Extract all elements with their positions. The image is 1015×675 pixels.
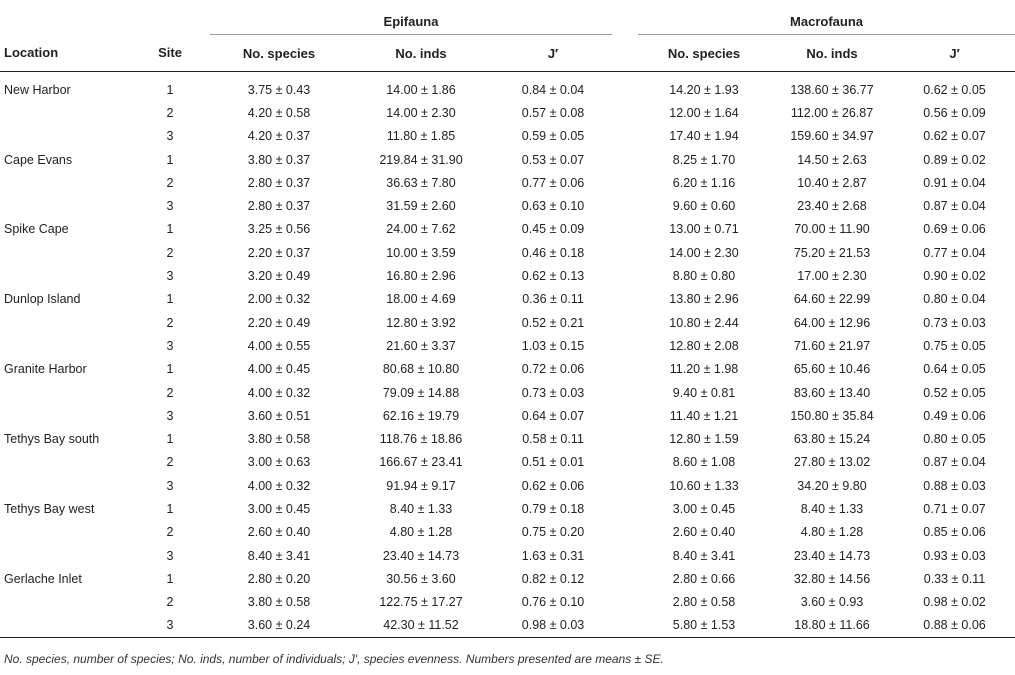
ma-j-cell: 0.69 ± 0.06 [923, 222, 986, 237]
ep-j-cell: 0.73 ± 0.03 [521, 385, 585, 400]
table-row [0, 497, 1015, 520]
site-cell: 3 [166, 338, 174, 353]
site-cell: 2 [166, 595, 174, 610]
spacer-cell [612, 125, 638, 148]
spacer-cell [612, 72, 638, 102]
site-cell: 2 [166, 385, 174, 400]
ma-j-cell: 0.91 ± 0.04 [923, 175, 986, 190]
site-cell: 3 [166, 408, 174, 423]
ep-no-inds-cell: 42.30 ± 11.52 [348, 614, 494, 638]
location-cell [0, 334, 130, 357]
location-cell [0, 451, 130, 474]
site-cell: 1 [166, 362, 174, 377]
table-row [0, 474, 1015, 497]
ma-no-inds-cell: 27.80 ± 13.02 [793, 455, 871, 470]
location-cell: Spike Cape [4, 222, 69, 237]
spacer-cell [612, 101, 638, 124]
table-row [0, 381, 1015, 404]
ep-no-inds-cell: 166.67 ± 23.41 [379, 455, 463, 470]
ma-no-inds-cell: 8.40 ± 1.33 [800, 501, 864, 516]
ma-j-cell: 0.80 ± 0.04 [923, 292, 986, 307]
spacer-cell [612, 567, 638, 590]
table-header [0, 8, 1015, 72]
ma-no-inds-header: No. inds [770, 35, 894, 72]
ep-no-inds-cell: 8.40 ± 1.33 [389, 501, 453, 516]
epifauna-header: Epifauna [210, 8, 612, 35]
ma-no-species-cell: 12.80 ± 1.59 [669, 432, 739, 447]
location-cell: Dunlop Island [4, 292, 81, 307]
ep-no-inds-cell: 4.80 ± 1.28 [389, 525, 453, 540]
location-cell [0, 474, 130, 497]
ma-j-cell: 0.88 ± 0.06 [894, 614, 1015, 638]
ep-no-inds-cell: 23.40 ± 14.73 [382, 548, 460, 563]
site-cell: 3 [166, 199, 174, 214]
spacer-cell [612, 171, 638, 194]
ma-j-cell: 0.64 ± 0.05 [923, 362, 986, 377]
table-row [0, 311, 1015, 334]
ma-no-species-cell: 5.80 ± 1.53 [638, 614, 770, 638]
ep-no-species-cell: 3.00 ± 0.63 [247, 455, 311, 470]
ep-no-species-cell: 2.80 ± 0.37 [247, 199, 311, 214]
footnote: No. species, number of species; No. inds, number of individuals; J′, species evenness. Numbers presented are means ± SE. [4, 652, 664, 666]
table-row [0, 404, 1015, 427]
ma-no-species-cell: 11.20 ± 1.98 [669, 362, 739, 377]
ma-no-inds-cell: 4.80 ± 1.28 [800, 525, 864, 540]
ep-no-inds-cell: 31.59 ± 2.60 [386, 199, 456, 214]
table-row [0, 521, 1015, 544]
location-cell [0, 171, 130, 194]
location-cell [0, 381, 130, 404]
spacer-cell [612, 311, 638, 334]
ep-no-inds-cell: 118.76 ± 18.86 [379, 432, 463, 447]
site-cell: 2 [166, 175, 174, 190]
ep-no-inds-cell: 62.16 ± 19.79 [382, 408, 460, 423]
ep-no-species-cell: 2.80 ± 0.20 [247, 571, 311, 586]
location-cell: Tethys Bay west [4, 501, 95, 516]
ep-no-species-cell: 4.00 ± 0.55 [247, 338, 311, 353]
ma-no-inds-cell: 64.60 ± 22.99 [793, 292, 871, 307]
site-cell: 3 [166, 129, 174, 144]
ep-no-species-cell: 2.20 ± 0.49 [247, 315, 311, 330]
ep-no-inds-cell: 14.00 ± 2.30 [386, 105, 456, 120]
ep-j-cell: 0.63 ± 0.10 [521, 199, 585, 214]
ep-no-species-cell: 3.60 ± 0.51 [247, 408, 311, 423]
ep-no-species-cell: 3.75 ± 0.43 [247, 82, 311, 97]
ep-no-species-cell: 4.20 ± 0.37 [247, 129, 311, 144]
ep-no-species-cell: 8.40 ± 3.41 [247, 548, 311, 563]
ma-j-cell: 0.33 ± 0.11 [923, 571, 986, 586]
site-cell: 3 [166, 269, 174, 284]
ma-j-cell: 0.52 ± 0.05 [923, 385, 986, 400]
spacer-cell [612, 358, 638, 381]
spacer-cell [612, 521, 638, 544]
ep-j-cell: 0.76 ± 0.10 [521, 595, 585, 610]
table-row [0, 101, 1015, 124]
ep-j-cell: 0.72 ± 0.06 [521, 362, 585, 377]
location-cell [0, 241, 130, 264]
ma-no-inds-cell: 150.80 ± 35.84 [790, 408, 874, 423]
ep-no-species-cell: 3.80 ± 0.58 [247, 432, 311, 447]
table-row [0, 194, 1015, 217]
table-row [0, 264, 1015, 287]
spacer-cell [612, 591, 638, 614]
ep-j-cell: 0.64 ± 0.07 [521, 408, 585, 423]
ep-j-cell: 0.98 ± 0.03 [494, 614, 612, 638]
ma-no-inds-cell: 63.80 ± 15.24 [793, 432, 871, 447]
ep-no-species-cell: 2.20 ± 0.37 [247, 245, 311, 260]
ma-no-species-cell: 12.00 ± 1.64 [669, 105, 739, 120]
ma-no-species-cell: 2.60 ± 0.40 [672, 525, 736, 540]
ep-no-inds-cell: 30.56 ± 3.60 [386, 571, 456, 586]
ep-no-species-cell: 4.00 ± 0.32 [247, 478, 311, 493]
ep-j-cell: 0.84 ± 0.04 [521, 82, 585, 97]
ma-no-inds-cell: 64.00 ± 12.96 [793, 315, 871, 330]
site-cell: 3 [130, 614, 210, 638]
ma-no-species-cell: 8.40 ± 3.41 [672, 548, 736, 563]
ma-j-cell: 0.90 ± 0.02 [923, 269, 986, 284]
ep-j-cell: 0.57 ± 0.08 [521, 105, 585, 120]
ep-no-inds-cell: 80.68 ± 10.80 [382, 362, 460, 377]
ma-no-species-cell: 14.20 ± 1.93 [669, 82, 739, 97]
site-cell: 2 [166, 105, 174, 120]
spacer-cell [612, 334, 638, 357]
ma-no-species-cell: 3.00 ± 0.45 [672, 501, 736, 516]
data-table [0, 8, 1015, 638]
location-cell [0, 614, 130, 638]
ma-no-inds-cell: 10.40 ± 2.87 [797, 175, 867, 190]
ep-j-cell: 0.82 ± 0.12 [521, 571, 585, 586]
ma-no-inds-cell: 18.80 ± 11.66 [770, 614, 894, 638]
spacer-cell [612, 451, 638, 474]
ma-no-species-cell: 12.80 ± 2.08 [669, 338, 739, 353]
ep-no-species-cell: 3.20 ± 0.49 [247, 269, 311, 284]
spacer-cell [612, 288, 638, 311]
site-cell: 1 [166, 292, 174, 307]
ep-j-cell: 0.59 ± 0.05 [521, 129, 585, 144]
ep-j-cell: 1.03 ± 0.15 [521, 338, 585, 353]
ma-no-species-cell: 17.40 ± 1.94 [669, 129, 739, 144]
ma-no-inds-cell: 32.80 ± 14.56 [793, 571, 871, 586]
ep-j-cell: 0.77 ± 0.06 [521, 175, 585, 190]
ep-no-inds-cell: 18.00 ± 4.69 [386, 292, 456, 307]
table-row [0, 334, 1015, 357]
table-row [0, 125, 1015, 148]
ma-j-cell: 0.85 ± 0.06 [923, 525, 986, 540]
site-header: Site [130, 35, 210, 72]
location-cell: Granite Harbor [4, 362, 87, 377]
ep-j-cell: 0.36 ± 0.11 [522, 292, 584, 307]
table-row [0, 567, 1015, 590]
ep-no-inds-cell: 11.80 ± 1.85 [386, 129, 456, 144]
ep-j-cell: 1.63 ± 0.31 [521, 548, 585, 563]
ma-j-cell: 0.89 ± 0.02 [923, 152, 986, 167]
spacer-cell [612, 544, 638, 567]
location-cell [0, 194, 130, 217]
ma-no-species-cell: 8.60 ± 1.08 [672, 455, 736, 470]
ma-j-header: J′ [894, 35, 1015, 72]
ma-j-cell: 0.88 ± 0.03 [923, 478, 986, 493]
site-cell: 2 [166, 315, 174, 330]
macrofauna-header: Macrofauna [638, 8, 1015, 35]
site-cell: 1 [166, 152, 174, 167]
ep-no-inds-header: No. inds [348, 35, 494, 72]
ep-no-species-cell: 3.25 ± 0.56 [247, 222, 311, 237]
table-body [0, 72, 1015, 638]
ma-no-inds-cell: 65.60 ± 10.46 [793, 362, 871, 377]
ep-no-inds-cell: 122.75 ± 17.27 [379, 595, 463, 610]
site-cell: 1 [166, 571, 174, 586]
ep-no-species-header: No. species [210, 35, 348, 72]
ep-no-species-cell: 3.80 ± 0.37 [247, 152, 311, 167]
ma-no-species-cell: 2.80 ± 0.66 [672, 571, 736, 586]
spacer-cell [612, 264, 638, 287]
table-row [0, 591, 1015, 614]
site-cell: 1 [166, 432, 174, 447]
ep-no-species-cell: 3.00 ± 0.45 [247, 501, 311, 516]
ep-j-cell: 0.79 ± 0.18 [521, 501, 585, 516]
ma-j-cell: 0.87 ± 0.04 [923, 455, 986, 470]
ep-j-cell: 0.52 ± 0.21 [521, 315, 585, 330]
location-cell [0, 125, 130, 148]
ep-j-cell: 0.58 ± 0.11 [522, 432, 584, 447]
ep-j-cell: 0.62 ± 0.13 [521, 269, 585, 284]
ma-no-inds-cell: 14.50 ± 2.63 [797, 152, 867, 167]
ep-no-species-cell: 2.80 ± 0.37 [247, 175, 311, 190]
ep-j-cell: 0.51 ± 0.01 [521, 455, 585, 470]
ep-no-inds-cell: 219.84 ± 31.90 [379, 152, 463, 167]
ma-j-cell: 0.62 ± 0.05 [923, 82, 986, 97]
ma-no-species-cell: 13.80 ± 2.96 [669, 292, 739, 307]
ep-no-inds-cell: 79.09 ± 14.88 [382, 385, 460, 400]
ma-no-species-cell: 13.00 ± 0.71 [669, 222, 739, 237]
site-cell: 2 [166, 245, 174, 260]
ma-no-inds-cell: 138.60 ± 36.77 [790, 82, 874, 97]
site-cell: 2 [166, 455, 174, 470]
table-row [0, 148, 1015, 171]
ep-no-species-cell: 2.60 ± 0.40 [247, 525, 311, 540]
location-cell [0, 521, 130, 544]
location-cell: New Harbor [4, 82, 71, 97]
site-cell: 3 [166, 478, 174, 493]
ma-no-inds-cell: 159.60 ± 34.97 [790, 129, 874, 144]
ma-j-cell: 0.93 ± 0.03 [923, 548, 986, 563]
location-cell [0, 544, 130, 567]
ep-j-header: J′ [494, 35, 612, 72]
ma-no-species-cell: 11.40 ± 1.21 [669, 408, 739, 423]
location-header: Location [0, 35, 130, 72]
ma-no-inds-cell: 71.60 ± 21.97 [793, 338, 871, 353]
table-row [0, 288, 1015, 311]
ep-no-inds-cell: 14.00 ± 1.86 [386, 82, 456, 97]
table-row [0, 358, 1015, 381]
ma-no-species-header: No. species [638, 35, 770, 72]
table-row [0, 427, 1015, 450]
spacer-cell [612, 427, 638, 450]
ma-no-species-cell: 8.25 ± 1.70 [672, 152, 736, 167]
ma-no-inds-cell: 70.00 ± 11.90 [794, 222, 870, 237]
ma-j-cell: 0.62 ± 0.07 [923, 129, 986, 144]
ma-no-inds-cell: 23.40 ± 14.73 [793, 548, 871, 563]
ep-no-inds-cell: 16.80 ± 2.96 [386, 269, 456, 284]
ma-no-species-cell: 10.60 ± 1.33 [669, 478, 739, 493]
location-cell [0, 264, 130, 287]
spacer-cell [612, 218, 638, 241]
ma-no-inds-cell: 17.00 ± 2.30 [797, 269, 867, 284]
spacer-cell [612, 194, 638, 217]
table-row [0, 614, 1015, 638]
site-cell: 2 [166, 525, 174, 540]
ep-no-species-cell: 4.20 ± 0.58 [247, 105, 311, 120]
ma-j-cell: 0.49 ± 0.06 [923, 408, 986, 423]
ma-no-inds-cell: 75.20 ± 21.53 [793, 245, 871, 260]
site-cell: 1 [166, 82, 174, 97]
spacer-cell [612, 381, 638, 404]
ep-no-inds-cell: 12.80 ± 3.92 [386, 315, 456, 330]
spacer-cell [612, 474, 638, 497]
location-cell [0, 591, 130, 614]
ma-j-cell: 0.56 ± 0.09 [923, 105, 986, 120]
table-row [0, 451, 1015, 474]
ma-no-inds-cell: 83.60 ± 13.40 [793, 385, 871, 400]
ep-no-species-cell: 3.80 ± 0.58 [247, 595, 311, 610]
site-cell: 1 [166, 501, 174, 516]
ep-no-species-cell: 4.00 ± 0.32 [247, 385, 311, 400]
table-row [0, 241, 1015, 264]
ma-no-species-cell: 9.60 ± 0.60 [672, 199, 736, 214]
ma-j-cell: 0.77 ± 0.04 [923, 245, 986, 260]
location-cell: Tethys Bay south [4, 432, 100, 447]
ep-no-species-cell: 2.00 ± 0.32 [247, 292, 311, 307]
ep-no-species-cell: 3.60 ± 0.24 [210, 614, 348, 638]
spacer-cell [612, 497, 638, 520]
ep-j-cell: 0.45 ± 0.09 [521, 222, 585, 237]
spacer-cell [612, 241, 638, 264]
ma-j-cell: 0.75 ± 0.05 [923, 338, 986, 353]
ep-j-cell: 0.53 ± 0.07 [521, 152, 585, 167]
ma-j-cell: 0.80 ± 0.05 [923, 432, 986, 447]
table-row [0, 218, 1015, 241]
ma-no-inds-cell: 3.60 ± 0.93 [800, 595, 864, 610]
ma-j-cell: 0.71 ± 0.07 [923, 501, 986, 516]
site-cell: 3 [166, 548, 174, 563]
ep-no-inds-cell: 10.00 ± 3.59 [386, 245, 456, 260]
ma-no-inds-cell: 112.00 ± 26.87 [790, 105, 874, 120]
ma-j-cell: 0.98 ± 0.02 [923, 595, 986, 610]
ma-j-cell: 0.87 ± 0.04 [923, 199, 986, 214]
ma-no-species-cell: 10.80 ± 2.44 [669, 315, 739, 330]
ep-j-cell: 0.75 ± 0.20 [521, 525, 585, 540]
ma-no-species-cell: 14.00 ± 2.30 [669, 245, 739, 260]
ma-no-species-cell: 8.80 ± 0.80 [672, 269, 736, 284]
table-row [0, 544, 1015, 567]
ma-no-species-cell: 2.80 ± 0.58 [672, 595, 736, 610]
ma-no-inds-cell: 23.40 ± 2.68 [797, 199, 867, 214]
ep-j-cell: 0.62 ± 0.06 [521, 478, 585, 493]
location-cell [0, 311, 130, 334]
ep-no-species-cell: 4.00 ± 0.45 [247, 362, 311, 377]
ma-no-species-cell: 6.20 ± 1.16 [672, 175, 736, 190]
ep-no-inds-cell: 21.60 ± 3.37 [386, 338, 456, 353]
table-row [0, 171, 1015, 194]
ma-no-species-cell: 9.40 ± 0.81 [672, 385, 736, 400]
site-cell: 1 [166, 222, 174, 237]
table-row [0, 72, 1015, 102]
ep-no-inds-cell: 36.63 ± 7.80 [386, 175, 456, 190]
location-cell: Cape Evans [4, 152, 73, 167]
ep-j-cell: 0.46 ± 0.18 [521, 245, 585, 260]
location-cell: Gerlache Inlet [4, 571, 82, 586]
ep-no-inds-cell: 91.94 ± 9.17 [386, 478, 456, 493]
spacer-cell [612, 614, 638, 638]
ma-j-cell: 0.73 ± 0.03 [923, 315, 986, 330]
location-cell [0, 404, 130, 427]
spacer-cell [612, 148, 638, 171]
location-cell [0, 101, 130, 124]
ma-no-inds-cell: 34.20 ± 9.80 [797, 478, 867, 493]
ep-no-inds-cell: 24.00 ± 7.62 [386, 222, 456, 237]
spacer-cell [612, 404, 638, 427]
